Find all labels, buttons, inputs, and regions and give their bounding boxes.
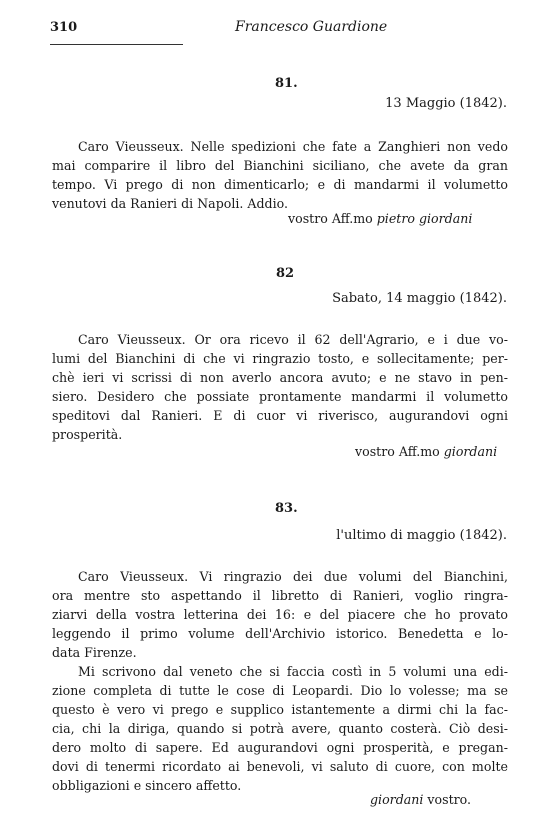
letter-81-line-2: mai comparire il libro del Bianchini siciliano, che avete da gran: [52, 158, 508, 173]
letter-81-number: 81.: [275, 76, 298, 91]
letter-83-date: l'ultimo di maggio (1842).: [336, 528, 507, 543]
letter-83-p2-line-4: cia, chi la diriga, quando si potrà avere, quanto costerà. Ciò desi-: [52, 721, 508, 736]
letter-81-date: 13 Maggio (1842).: [385, 96, 507, 111]
letter-83-p1-line-2: ora mentre sto aspettando il libretto di Ranieri, voglio ringra-: [52, 588, 508, 603]
letter-81-line-4: venutovi da Ranieri di Napoli. Addio.: [52, 196, 289, 211]
letter-81-line-1: Caro Vieusseux. Nelle spedizioni che fate a Zanghieri non vedo: [78, 139, 508, 154]
letter-82-date: Sabato, 14 maggio (1842).: [332, 291, 507, 306]
letter-83-p2-line-6: dovi di tenermi ricordato ai benevoli, vi saluto di cuore, con molte: [52, 759, 508, 774]
letter-82-line-6: prosperità.: [52, 427, 123, 442]
letter-82-line-3: chè ieri vi scrissi di non averlo ancora avuto; e ne stavo in pen-: [52, 370, 508, 385]
letter-83-p1-line-3: ziarvi della vostra letterina dei 16: e del piacere che ho provato: [52, 607, 508, 622]
letter-82-line-5: speditovi dal Ranieri. E di cuor vi riverisco, augurandovi ogni: [52, 408, 508, 423]
letter-82-signature: vostro Aff.mo giordani: [355, 444, 498, 459]
letter-83-p2-line-1: Mi scrivono dal veneto che si faccia costì in 5 volumi una edi-: [78, 664, 508, 679]
letter-83-p2-line-5: dero molto di sapere. Ed augurandovi ogni prosperità, e pregan-: [52, 740, 508, 755]
running-head: Francesco Guardione: [235, 19, 388, 35]
letter-81-line-3: tempo. Vi prego di non dimenticarlo; e di mandarmi il volumetto: [52, 177, 508, 192]
letter-83-p2-line-7: obbligazioni e sincero affetto.: [52, 778, 242, 793]
letter-82-line-4: siero. Desidero che possiate prontamente mandarmi il volumetto: [52, 389, 508, 404]
letter-83-p1-line-5: data Firenze.: [52, 645, 137, 660]
page-number: 310: [50, 20, 78, 35]
letter-83-p2-line-3: questo è vero vi prego e supplico istantemente a dirmi chi la fac-: [52, 702, 508, 717]
letter-81-signature: vostro Aff.mo pietro giordani: [288, 211, 473, 226]
letter-82-line-2: lumi del Bianchini di che vi ringrazio tosto, e sollecitamente; per-: [52, 351, 508, 366]
letter-83-signature: giordani vostro.: [370, 792, 472, 807]
letter-83-p2-line-2: zione completa di tutte le cose di Leopardi. Dio lo volesse; ma se: [52, 683, 508, 698]
letter-83-p1-line-4: leggendo il primo volume dell'Archivio istorico. Benedetta e lo-: [52, 626, 508, 641]
letter-82-number: 82: [276, 266, 295, 281]
header-rule: [50, 44, 183, 45]
letter-82-line-1: Caro Vieusseux. Or ora ricevo il 62 dell'Agrario, e i due vo-: [78, 332, 508, 347]
letter-83-number: 83.: [275, 501, 298, 516]
letter-83-p1-line-1: Caro Vieusseux. Vi ringrazio dei due volumi del Bianchini,: [78, 569, 508, 584]
